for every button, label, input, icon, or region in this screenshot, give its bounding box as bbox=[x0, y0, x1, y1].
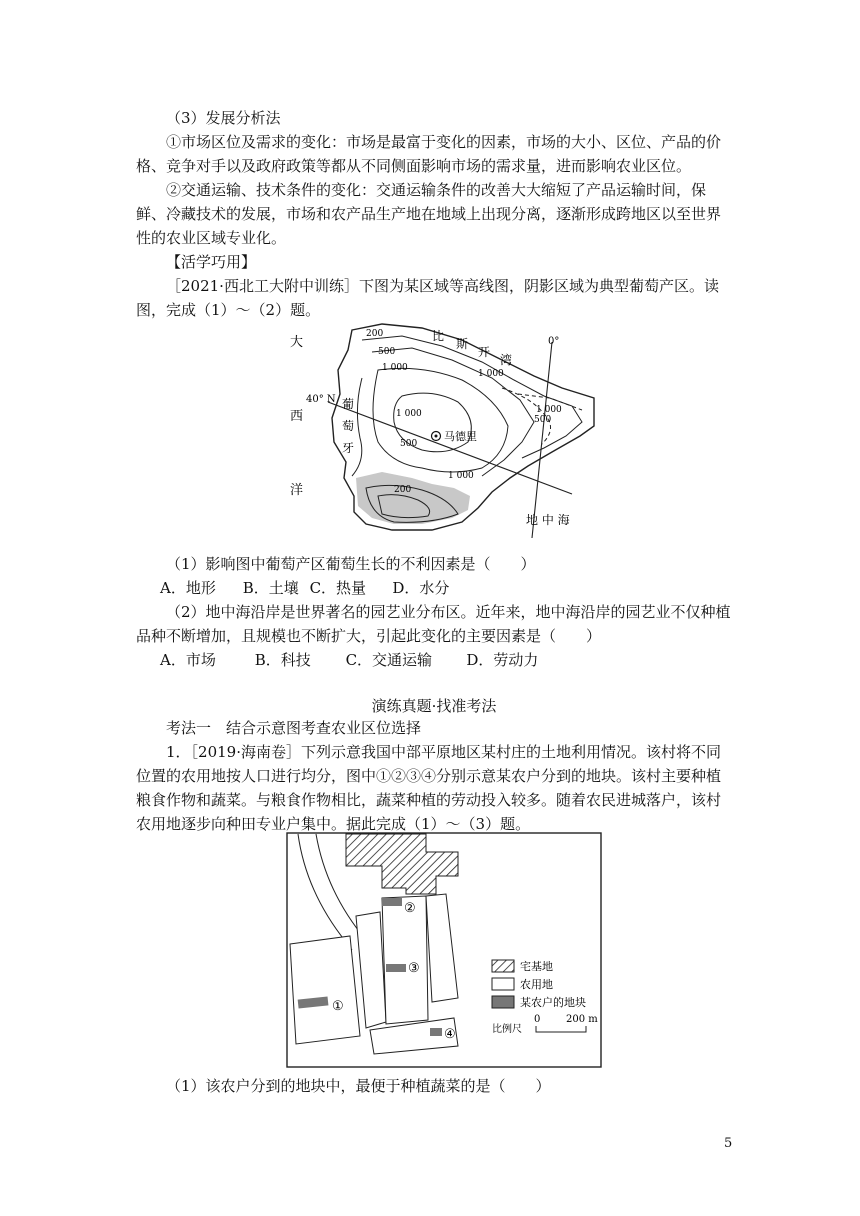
legend-homestead-swatch bbox=[492, 960, 514, 972]
meridian-0-line bbox=[532, 342, 552, 538]
contour-label: 1 000 bbox=[478, 369, 504, 379]
madrid-label: 马德里 bbox=[444, 430, 477, 443]
biscay-char-4: 湾 bbox=[500, 353, 513, 367]
option-b: B．土壤 bbox=[242, 579, 299, 597]
question-1: （1）影响图中葡萄产区葡萄生长的不利因素是（ ） bbox=[166, 555, 536, 573]
option-a: A．市场 bbox=[160, 651, 216, 669]
option-d: D．水分 bbox=[392, 579, 450, 597]
option-b: B．科技 bbox=[254, 651, 311, 669]
atlantic-char-2: 西 bbox=[290, 409, 304, 424]
legend-household-swatch bbox=[492, 996, 514, 1008]
household-plot-3 bbox=[386, 964, 406, 972]
contour-label: 500 bbox=[378, 347, 396, 357]
question-2-options bbox=[160, 648, 720, 672]
plot-1-label: ① bbox=[332, 999, 344, 1014]
contour-label: 500 bbox=[534, 415, 552, 425]
scale-label: 比例尺 bbox=[492, 1024, 522, 1035]
plot-3-label: ③ bbox=[408, 961, 420, 976]
option-c: C．交通运输 bbox=[345, 651, 433, 669]
paragraph-transport-change: ②交通运输、技术条件的变化：交通运输条件的改善大大缩短了产品运输时间，保鲜、冷藏技术的发展，市场和农产品生产地在地域上出现分离，逐渐形成跨地区以至世界性的农业区域专业化。 bbox=[136, 181, 722, 247]
contour-label: 1 000 bbox=[396, 409, 422, 419]
biscay-char-2: 斯 bbox=[456, 337, 469, 351]
portugal-char-1: 葡 bbox=[342, 397, 355, 411]
problem-1-question-1: （1）该农户分到的地块中，最便于种植蔬菜的是（ ） bbox=[166, 1077, 551, 1095]
scale-end: 200 m bbox=[566, 1014, 598, 1025]
lon-label: 0° bbox=[548, 336, 560, 347]
plot-2-label: ② bbox=[404, 901, 416, 916]
iberia-contour-map bbox=[282, 318, 602, 540]
biscay-char-3: 开 bbox=[478, 345, 491, 359]
plot-4-label: ④ bbox=[444, 1027, 456, 1042]
legend-farmland-swatch bbox=[492, 978, 514, 990]
legend-farmland-label: 农用地 bbox=[520, 978, 553, 991]
contour-label: 1 000 bbox=[382, 363, 408, 373]
page-number: 5 bbox=[724, 1136, 733, 1151]
household-plot-2 bbox=[382, 898, 402, 906]
problem-1-text: 1．［2019·海南卷］下列示意我国中部平原地区某村庄的土地利用情况。该村将不同位置的农用地按人口进行均分，图中①②③④分别示意某农户分到的地块。该村主要种植粮食作物和蔬菜。与粮食作物相比，蔬菜种植的劳动投入较多。随着农民进城落户，该村农用地逐步向种田专业户集中。据此完成（1）～（3）题。 bbox=[136, 743, 722, 833]
option-a: A．地形 bbox=[160, 579, 216, 597]
section-3-title: （3）发展分析法 bbox=[166, 109, 281, 127]
portugal-char-2: 萄 bbox=[342, 419, 355, 433]
lat-label: 40° N bbox=[306, 394, 336, 405]
huoxue-heading: 【活学巧用】 bbox=[166, 253, 257, 271]
paragraph-market-change: ①市场区位及需求的变化：市场是最富于变化的因素，市场的大小、区位、产品的价格、竞争对手以及政府政策等都从不同侧面影响市场的需求量，进而影响农业区位。 bbox=[136, 133, 722, 175]
section-title: 演练真题·找准考法 bbox=[371, 697, 497, 715]
option-d: D．劳动力 bbox=[466, 651, 539, 669]
scale-start: 0 bbox=[534, 1014, 541, 1025]
mediterranean-label: 地 中 海 bbox=[526, 513, 570, 527]
question-2: （2）地中海沿岸是世界著名的园艺业分布区。近年来，地中海沿岸的园艺业不仅种植品种不断增加，且规模也不断扩大，引起此变化的主要因素是（ ） bbox=[136, 603, 731, 645]
atlantic-char-5: 洋 bbox=[290, 483, 304, 498]
contour-label: 1 000 bbox=[536, 405, 562, 415]
contour-label: 500 bbox=[400, 439, 418, 449]
atlantic-char-1: 大 bbox=[290, 335, 304, 350]
contour-label: 1 000 bbox=[448, 471, 474, 481]
contour-label: 200 bbox=[366, 329, 384, 339]
household-plot-4 bbox=[430, 1028, 442, 1036]
legend-homestead-label: 宅基地 bbox=[520, 960, 553, 973]
portugal-char-3: 牙 bbox=[342, 441, 355, 455]
biscay-char-1: 比 bbox=[432, 329, 445, 343]
legend-household-label: 某农户的地块 bbox=[520, 996, 586, 1009]
contour-label: 200 bbox=[394, 485, 412, 495]
method-1-heading: 考法一 结合示意图考查农业区位选择 bbox=[166, 719, 422, 737]
option-c: C．热量 bbox=[309, 579, 367, 597]
question-1-options bbox=[160, 576, 720, 600]
question-intro: ［2021·西北工大附中训练］下图为某区域等高线图，阴影区域为典型葡萄产区。读图，完成（1）～（2）题。 bbox=[136, 277, 719, 319]
village-land-use-map bbox=[286, 832, 602, 1068]
